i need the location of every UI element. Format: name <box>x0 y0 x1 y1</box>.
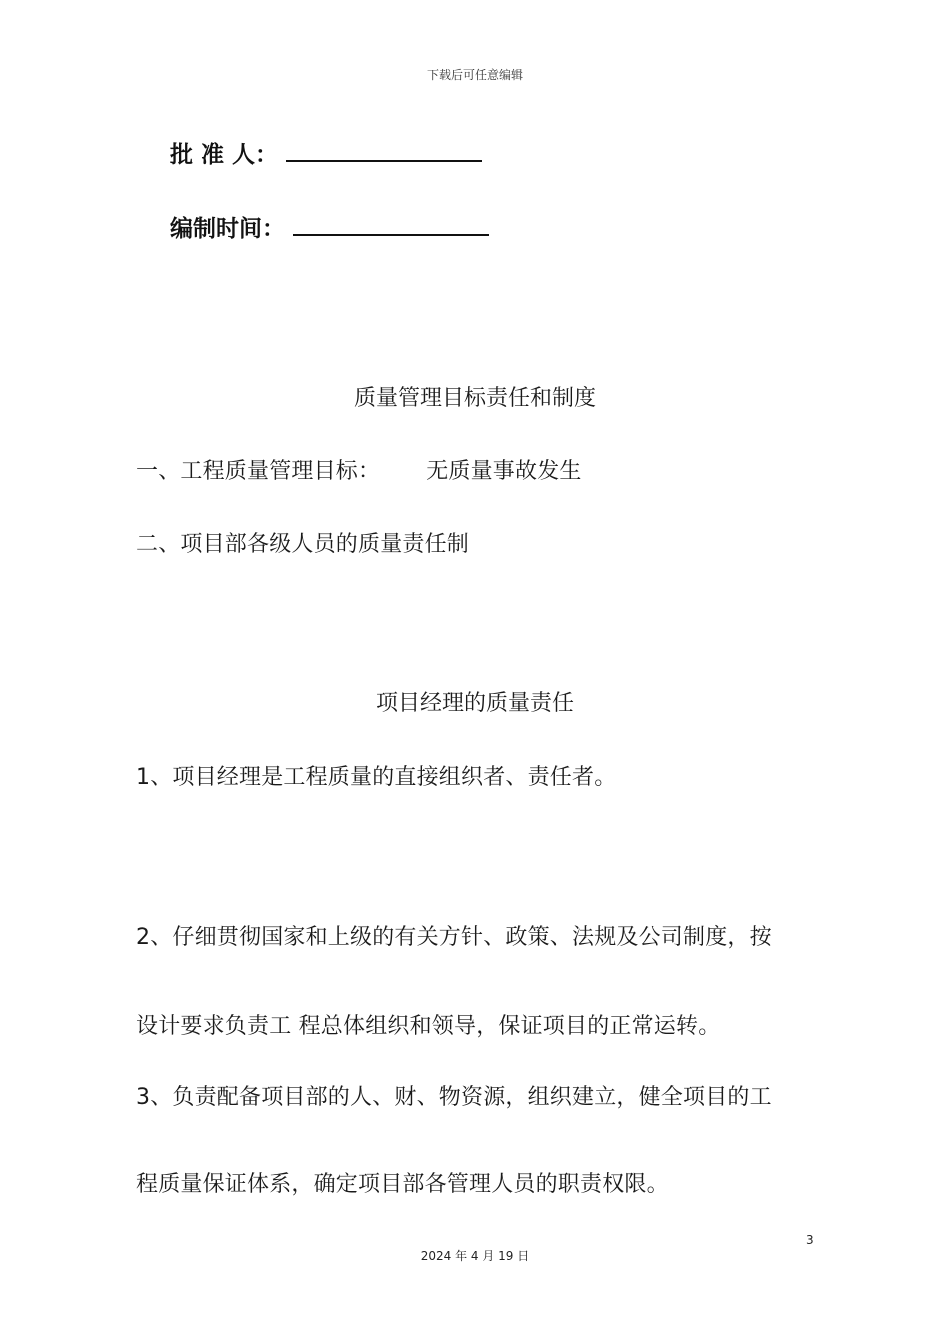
responsibility-item-2-line-2: 设计要求负责工 程总体组织和领导，保证项目的正常运转。 <box>136 1014 721 1039</box>
footer-date: 2024 年 4 月 19 日 <box>420 1249 530 1263</box>
compile-time-label: 编制时间： <box>170 216 285 242</box>
approver-field <box>170 136 482 169</box>
quality-goal-line <box>136 454 582 485</box>
approver-label: 批 准 人： <box>170 142 279 168</box>
responsibility-item-1: 1、项目经理是工程质量的直接组织者、责任者。 <box>136 765 617 790</box>
approver-blank-line <box>286 140 482 162</box>
section-two-heading: 二、项目部各级人员的质量责任制 <box>136 532 470 557</box>
responsibility-item-2-line-1: 2、仔细贯彻国家和上级的有关方针、政策、法规及公司制度，按 <box>136 925 772 950</box>
main-title: 质量管理目标责任和制度 <box>353 386 596 411</box>
subtitle: 项目经理的质量责任 <box>375 691 574 716</box>
page-number: 3 <box>806 1233 814 1247</box>
responsibility-item-3-line-1: 3、负责配备项目部的人、财、物资源，组织建立，健全项目的工 <box>136 1085 772 1110</box>
quality-goal-label: 一、工程质量管理目标： <box>136 459 381 484</box>
compile-time-field <box>170 210 489 243</box>
responsibility-item-3-line-2: 程质量保证体系，确定项目部各管理人员的职责权限。 <box>136 1172 669 1197</box>
quality-goal-value: 无质量事故发生 <box>426 459 582 484</box>
compile-time-blank-line <box>293 214 489 236</box>
header-note: 下载后可任意编辑 <box>426 68 523 82</box>
